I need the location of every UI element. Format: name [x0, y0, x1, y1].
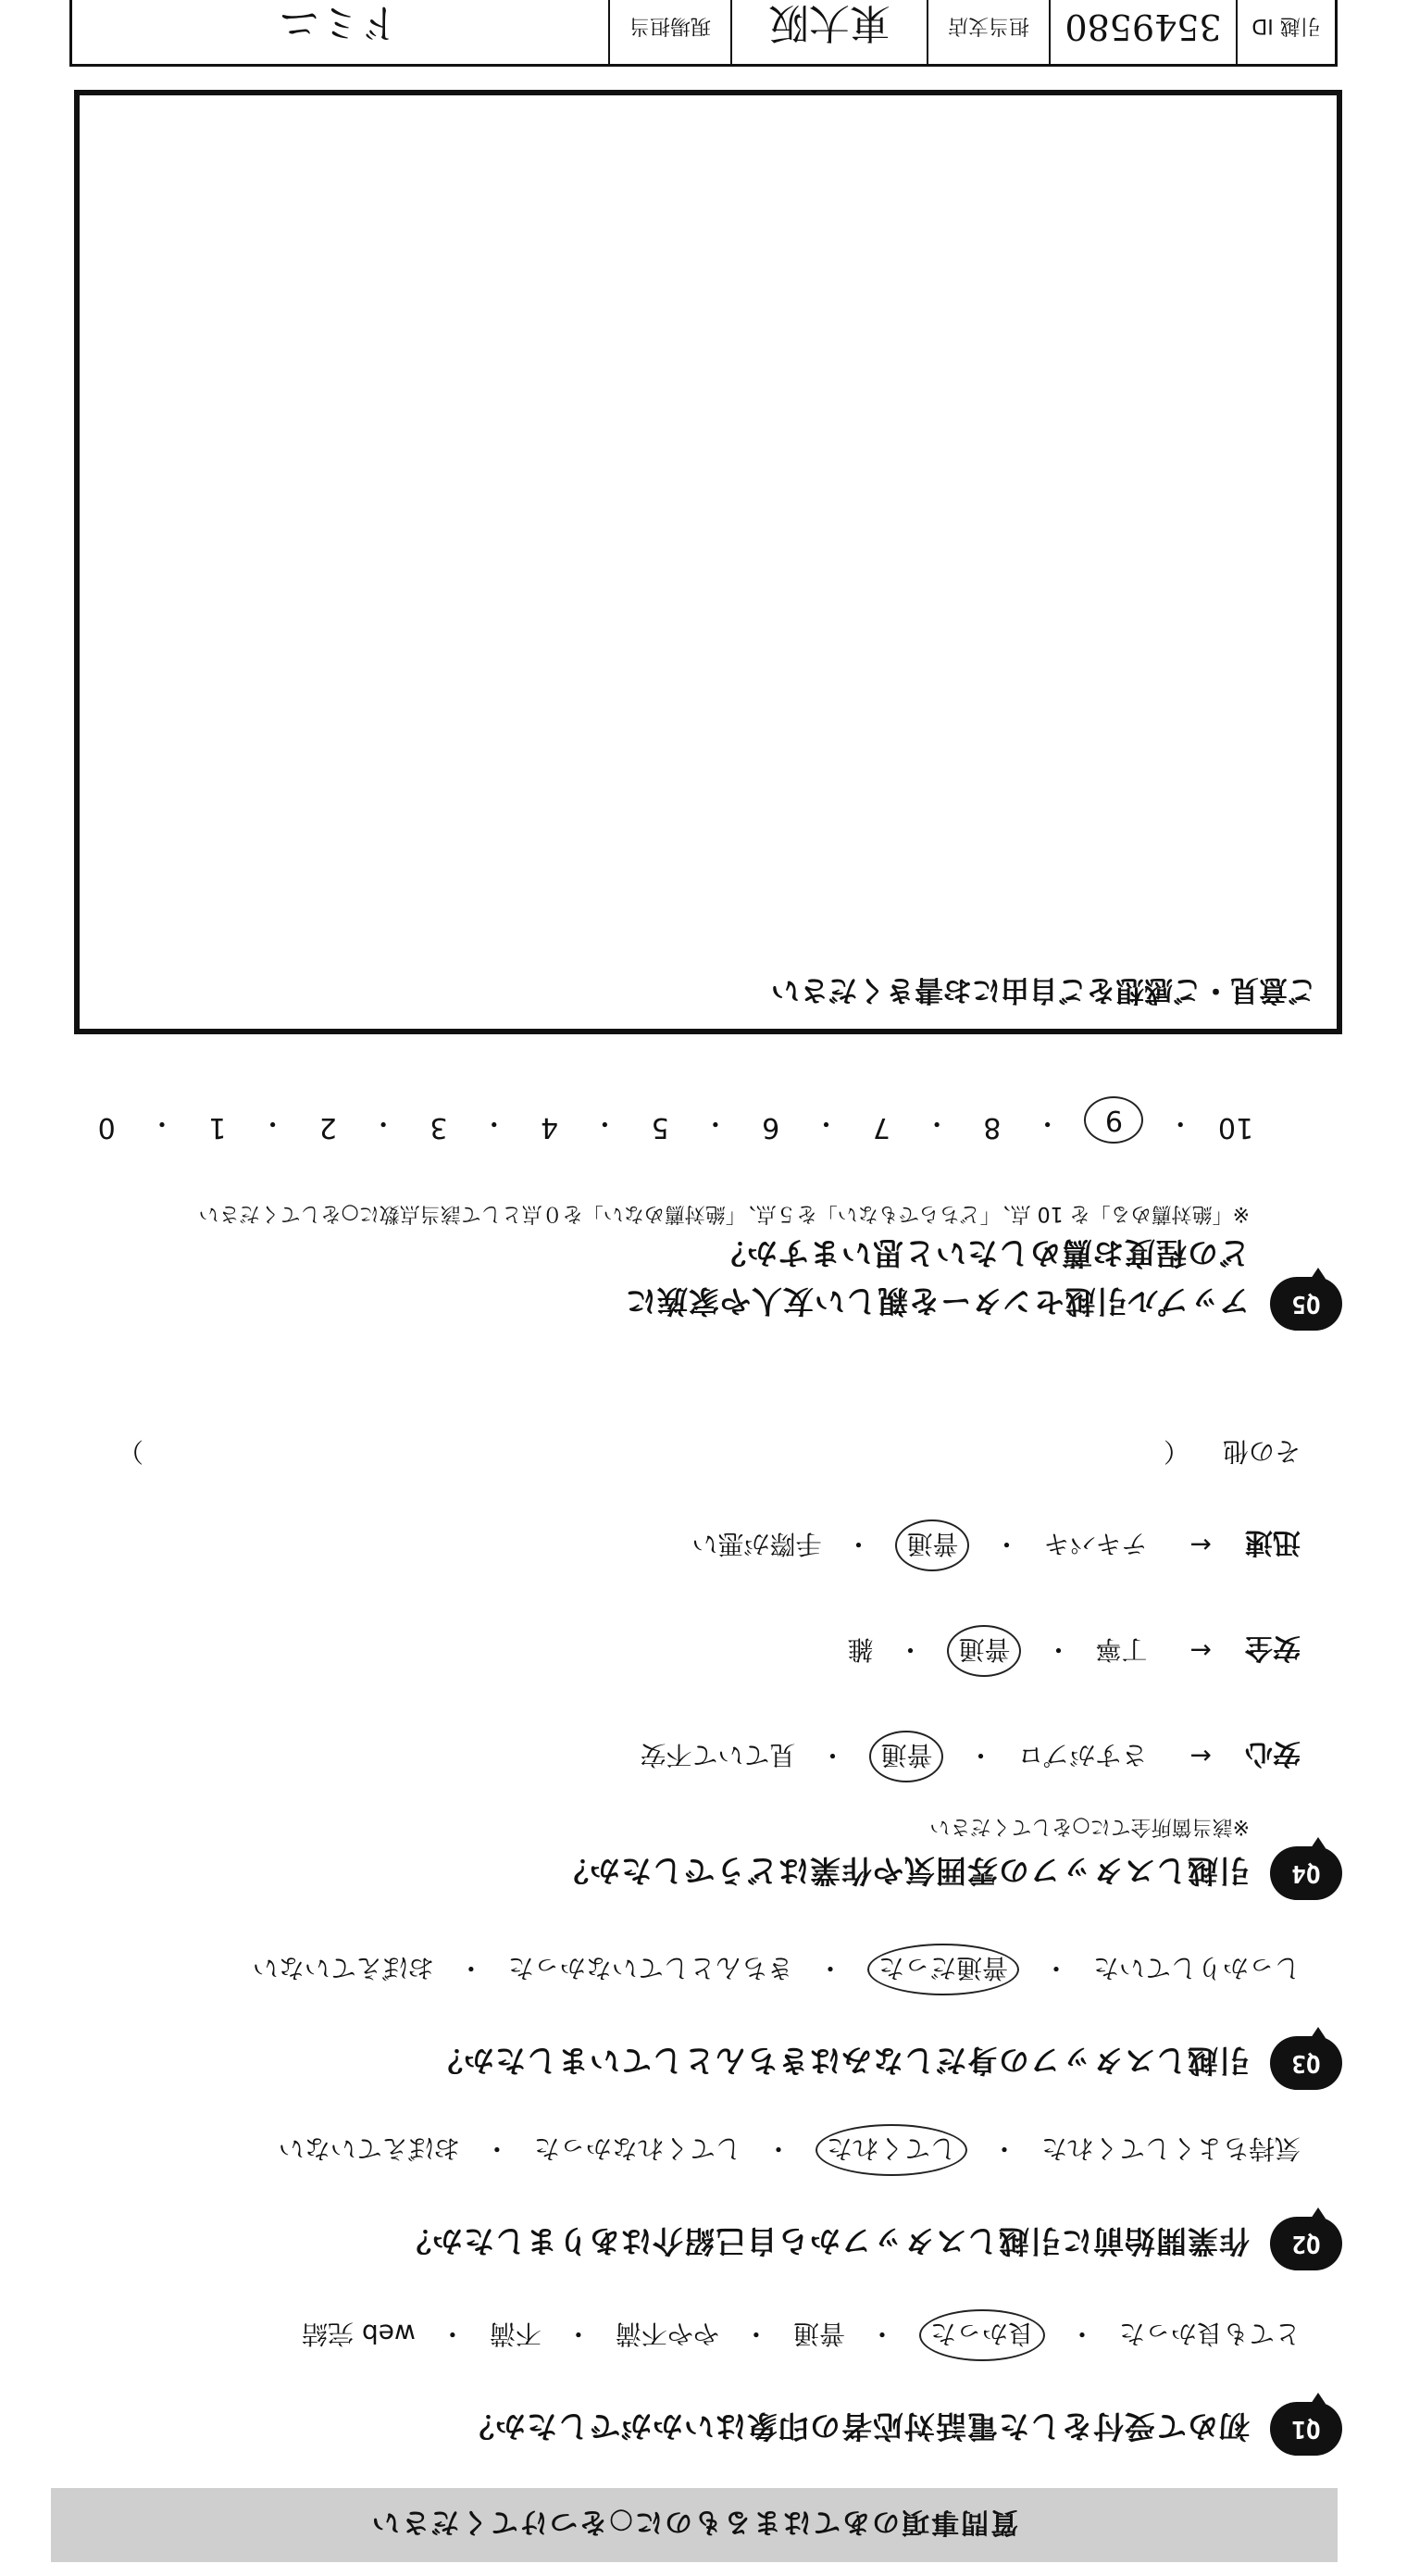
- comment-box-label: ご意見・ご感想をご自由にお書きください: [771, 973, 1316, 1007]
- q2-options: 気持ちよくしてくれた ・ してくれた ・ してくれなかった ・ おぼえていない: [46, 2124, 1301, 2176]
- q5-score[interactable]: 2: [318, 1111, 337, 1144]
- q2-option[interactable]: 気持ちよくしてくれた: [1040, 2133, 1301, 2164]
- q1-options: とても良かった ・ 良かった ・ 普通 ・ やや不満 ・ 不満 ・ web 完結: [46, 2309, 1301, 2361]
- q1-option-selected[interactable]: 良かった: [919, 2309, 1045, 2361]
- q5-score[interactable]: 8: [983, 1111, 1002, 1144]
- q4-badge: Q4: [1270, 1846, 1342, 1900]
- q2-badge: Q2: [1270, 2217, 1342, 2270]
- q4-other-close: ）: [117, 1436, 143, 1467]
- q5-badge: Q5: [1270, 1277, 1342, 1331]
- q4-option[interactable]: 雑: [847, 1634, 874, 1665]
- q4-option[interactable]: さすがプロ: [1017, 1740, 1148, 1770]
- q4-option[interactable]: 手際が悪い: [691, 1529, 822, 1559]
- q5-score[interactable]: 4: [540, 1111, 559, 1144]
- q5-score[interactable]: 0: [97, 1111, 116, 1144]
- footer-info-table: [69, 0, 1338, 67]
- branch-value: 東大阪: [730, 0, 927, 64]
- q2-option[interactable]: してくれなかった: [533, 2133, 741, 2164]
- q4-row-label: 安全: [1245, 1632, 1301, 1664]
- q3-option[interactable]: おぼえていない: [252, 1953, 434, 1983]
- q1-option[interactable]: 普通: [792, 2319, 845, 2349]
- q4-row-anshin: 安心 ← さすがプロ ・ 普通 ・ 見ていて不安: [46, 1731, 1301, 1782]
- q4-row-anzen: 安全 ← 丁寧 ・ 普通 ・ 雑: [46, 1625, 1301, 1677]
- q3-option[interactable]: きちんとしていなかった: [507, 1953, 793, 1983]
- q2-option[interactable]: おぼえていない: [278, 2133, 460, 2164]
- q1-option[interactable]: とても良かった: [1118, 2319, 1301, 2349]
- q1-badge: Q1: [1270, 2402, 1342, 2456]
- q3-question: 引越しスタッフの身だしなみはきちんとしていましたか？: [431, 2043, 1250, 2080]
- q4-other-label: その他: [1222, 1436, 1301, 1467]
- arrow-icon: ←: [1189, 1530, 1212, 1561]
- q4-option-selected[interactable]: 普通: [947, 1625, 1021, 1677]
- q4-other: [46, 1434, 1301, 1471]
- question-2: [46, 2124, 1342, 2270]
- leader-value: ドミニ: [279, 0, 402, 47]
- q3-options: しっかりしていた ・ 普通だった ・ きちんとしていなかった ・ おぼえていない: [46, 1944, 1301, 1995]
- q4-option[interactable]: 見ていて不安: [640, 1740, 796, 1770]
- q2-option-selected[interactable]: してくれた: [816, 2124, 967, 2176]
- move-id-value: 3549580: [1049, 0, 1236, 64]
- q5-score[interactable]: 6: [762, 1111, 780, 1144]
- q5-question-line1: アップル引越センターを親しい友人や家族に: [624, 1283, 1250, 1320]
- q4-other-open: （: [1163, 1436, 1189, 1467]
- q1-option[interactable]: 不満: [489, 2319, 542, 2349]
- q5-score[interactable]: 10: [1217, 1111, 1254, 1144]
- q5-score[interactable]: 3: [430, 1111, 448, 1144]
- q4-option-selected[interactable]: 普通: [895, 1519, 969, 1571]
- q4-option[interactable]: テキパキ: [1043, 1529, 1148, 1559]
- q5-score[interactable]: 5: [651, 1111, 669, 1144]
- q2-question: 作業開始前に引越しスタッフから自己紹介はありましたか？: [400, 2223, 1250, 2260]
- branch-label: 担当支店: [927, 0, 1049, 64]
- q3-option[interactable]: しっかりしていた: [1092, 1953, 1301, 1983]
- q5-question-line2: どの程度お薦めしたいと思いますか？: [715, 1235, 1250, 1271]
- q4-row-label: 迅速: [1245, 1526, 1301, 1558]
- q3-option-selected[interactable]: 普通だった: [867, 1944, 1019, 1995]
- q3-badge: Q3: [1270, 2036, 1342, 2090]
- q1-option[interactable]: web 完結: [302, 2319, 416, 2349]
- q5-score[interactable]: 7: [872, 1111, 890, 1144]
- question-3: [46, 1944, 1342, 2090]
- q5-scale: 10 ・ 9 ・ 8 ・ 7 ・ 6 ・ 5 ・ 4 ・ 3 ・ 2 ・ 1 ・ 0: [88, 1096, 1254, 1144]
- q4-question: 引越しスタッフの雰囲気や作業はどうでしたか？: [557, 1853, 1250, 1890]
- q4-option-selected[interactable]: 普通: [869, 1731, 943, 1782]
- q4-option[interactable]: 丁寧: [1095, 1634, 1148, 1665]
- question-1: [46, 2309, 1342, 2456]
- question-5: [46, 1096, 1342, 1331]
- arrow-icon: ←: [1189, 1635, 1212, 1667]
- q1-option[interactable]: やや不満: [615, 2319, 719, 2349]
- instruction-banner: [51, 2488, 1338, 2562]
- q5-note: ※「絶対薦める」を 10 点、「どちらでもない」を５点、「絶対薦めない」を０点として該当点数に○をしてください: [198, 1202, 1250, 1225]
- q4-row-label: 安心: [1245, 1737, 1301, 1769]
- question-4: [46, 1434, 1342, 1900]
- q4-row-jinsoku: 迅速 ← テキパキ ・ 普通 ・ 手際が悪い: [46, 1519, 1301, 1571]
- instruction-text: 質問事項のあてはまるものに○をつけてください: [369, 2506, 1019, 2538]
- q4-note: ※該当箇所全てに○をしてください: [929, 1815, 1250, 1838]
- comment-box[interactable]: [74, 90, 1342, 1034]
- arrow-icon: ←: [1189, 1741, 1212, 1772]
- q1-question: 初めて受付をした電話対応者の印象はいかがでしたか？: [463, 2408, 1250, 2445]
- leader-label: 現場担当: [608, 0, 730, 64]
- move-id-label: 引越 ID: [1236, 0, 1335, 64]
- q5-score-selected[interactable]: 9: [1084, 1096, 1143, 1144]
- q5-score[interactable]: 1: [208, 1111, 227, 1144]
